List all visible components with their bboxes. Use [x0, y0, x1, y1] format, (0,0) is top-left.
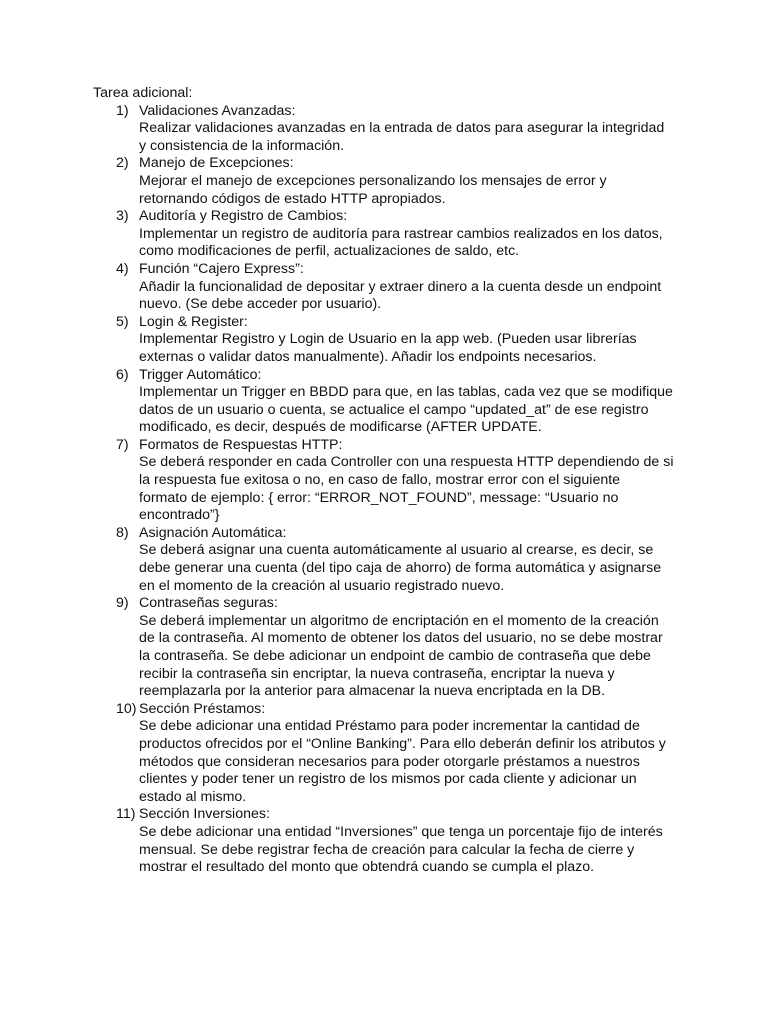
task-description-line: mensual. Se debe registrar fecha de creación para calcular la fecha de cierre y [139, 841, 635, 858]
task-heading: Validaciones Avanzadas: [139, 102, 296, 119]
task-heading: Función “Cajero Express”: [139, 260, 304, 277]
task-description-line: Se deberá implementar un algoritmo de encriptación en el momento de la creación [139, 612, 659, 629]
task-description-line: modificado, es decir, después de modificarse (AFTER UPDATE. [139, 419, 542, 436]
task-description-line: de la contraseña. Al momento de obtener los datos del usuario, no se debe mostrar [139, 630, 663, 647]
task-description-line: recibir la contraseña sin encriptar, la nueva contraseña, encriptar la nueva y [139, 665, 615, 682]
task-item [93, 261, 693, 314]
task-description-line: encontrado”} [139, 507, 220, 524]
task-description-line: Se debe adicionar una entidad “Inversiones” que tenga un porcentaje fijo de interés [139, 823, 663, 840]
task-description-line: Se deberá asignar una cuenta automáticamente al usuario al crearse, es decir, se [139, 542, 654, 559]
task-number: 4) [116, 260, 129, 277]
task-number: 2) [116, 155, 129, 172]
task-description-line: reemplazarla por la anterior para almacenar la nueva encriptada en la DB. [139, 683, 606, 700]
task-heading: Login & Register: [139, 313, 248, 330]
task-heading: Formatos de Respuestas HTTP: [139, 436, 343, 453]
document-title: Tarea adicional: [93, 85, 193, 101]
task-item [93, 701, 693, 807]
task-item [93, 155, 693, 208]
task-number: 10) [116, 700, 137, 717]
task-list [93, 103, 693, 877]
task-number: 5) [116, 313, 129, 330]
task-number: 11) [116, 806, 136, 823]
task-heading: Sección Préstamos: [139, 700, 266, 717]
task-item [93, 367, 693, 437]
task-description-line: datos de un usuario o cuenta, se actualice el campo “updated_at” de ese registro [139, 401, 649, 418]
task-item [93, 525, 693, 595]
task-item [93, 595, 693, 701]
task-description-line: en el momento de la creación al usuario registrado nuevo. [139, 577, 505, 594]
task-description-line: Realizar validaciones avanzadas en la entrada de datos para asegurar la integridad [139, 120, 665, 137]
task-number: 3) [116, 208, 129, 225]
task-description-line: clientes y poder tener un registro de los mismos por cada cliente y adicionar un [139, 771, 637, 788]
task-description-line: Implementar Registro y Login de Usuario en la app web. (Pueden usar librerías [139, 331, 637, 348]
task-number: 7) [116, 436, 129, 453]
task-description-line: retornando códigos de estado HTTP apropiados. [139, 190, 446, 207]
task-description-line: externas o validar datos manualmente). Añadir los endpoints necesarios. [139, 348, 597, 365]
task-description-line: como modificaciones de perfil, actualizaciones de saldo, etc. [139, 243, 520, 260]
task-description-line: nuevo. (Se debe acceder por usuario). [139, 296, 382, 313]
task-heading: Trigger Automático: [139, 366, 262, 383]
task-description-line: Implementar un registro de auditoría para rastrear cambios realizados en los datos, [139, 225, 663, 242]
task-description-line: productos ofrecidos por el “Online Banking”. Para ello deberán definir los atributos y [139, 735, 666, 752]
task-description-line: Se debe adicionar una entidad Préstamo para poder incrementar la cantidad de [139, 718, 640, 735]
task-description-line: Mejorar el manejo de excepciones personalizando los mensajes de error y [139, 172, 607, 189]
task-description-line: y consistencia de la información. [139, 137, 345, 154]
task-number: 1) [116, 102, 129, 119]
task-description-line: debe generar una cuenta (del tipo caja de ahorro) de forma automática y asignarse [139, 560, 662, 577]
task-description-line: métodos que consideran necesarios para poder otorgarle préstamos a nuestros [139, 753, 640, 770]
task-description-line: la contraseña. Se debe adicionar un endpoint de cambio de contraseña que debe [139, 648, 651, 664]
task-item [93, 437, 693, 525]
task-heading: Manejo de Excepciones: [139, 155, 294, 172]
task-heading: Contraseñas seguras: [139, 595, 278, 612]
task-description-line: mostrar el resultado del monto que obtendrá cuando se cumpla el plazo. [139, 859, 595, 876]
task-number: 9) [116, 595, 129, 612]
task-heading: Sección Inversiones: [139, 806, 270, 823]
document-page [93, 85, 693, 877]
task-description-line: estado al mismo. [139, 788, 247, 805]
task-description-line: Se deberá responder en cada Controller con una respuesta HTTP dependiendo de si [139, 454, 674, 471]
task-item [93, 806, 693, 876]
task-description-line: formato de ejemplo: { error: “ERROR_NOT_FOUND”, message: “Usuario no [139, 489, 619, 506]
task-number: 6) [116, 366, 129, 383]
task-item [93, 208, 693, 261]
task-item [93, 103, 693, 156]
task-description-line: la respuesta fue exitosa o no, en caso de fallo, mostrar error con el siguiente [139, 472, 621, 489]
task-number: 8) [116, 524, 129, 541]
task-item [93, 314, 693, 367]
task-heading: Auditoría y Registro de Cambios: [139, 208, 348, 225]
task-heading: Asignación Automática: [139, 524, 287, 541]
task-description-line: Añadir la funcionalidad de depositar y extraer dinero a la cuenta desde un endpoint [139, 278, 662, 295]
task-description-line: Implementar un Trigger en BBDD para que, en las tablas, cada vez que se modifique [139, 384, 673, 401]
